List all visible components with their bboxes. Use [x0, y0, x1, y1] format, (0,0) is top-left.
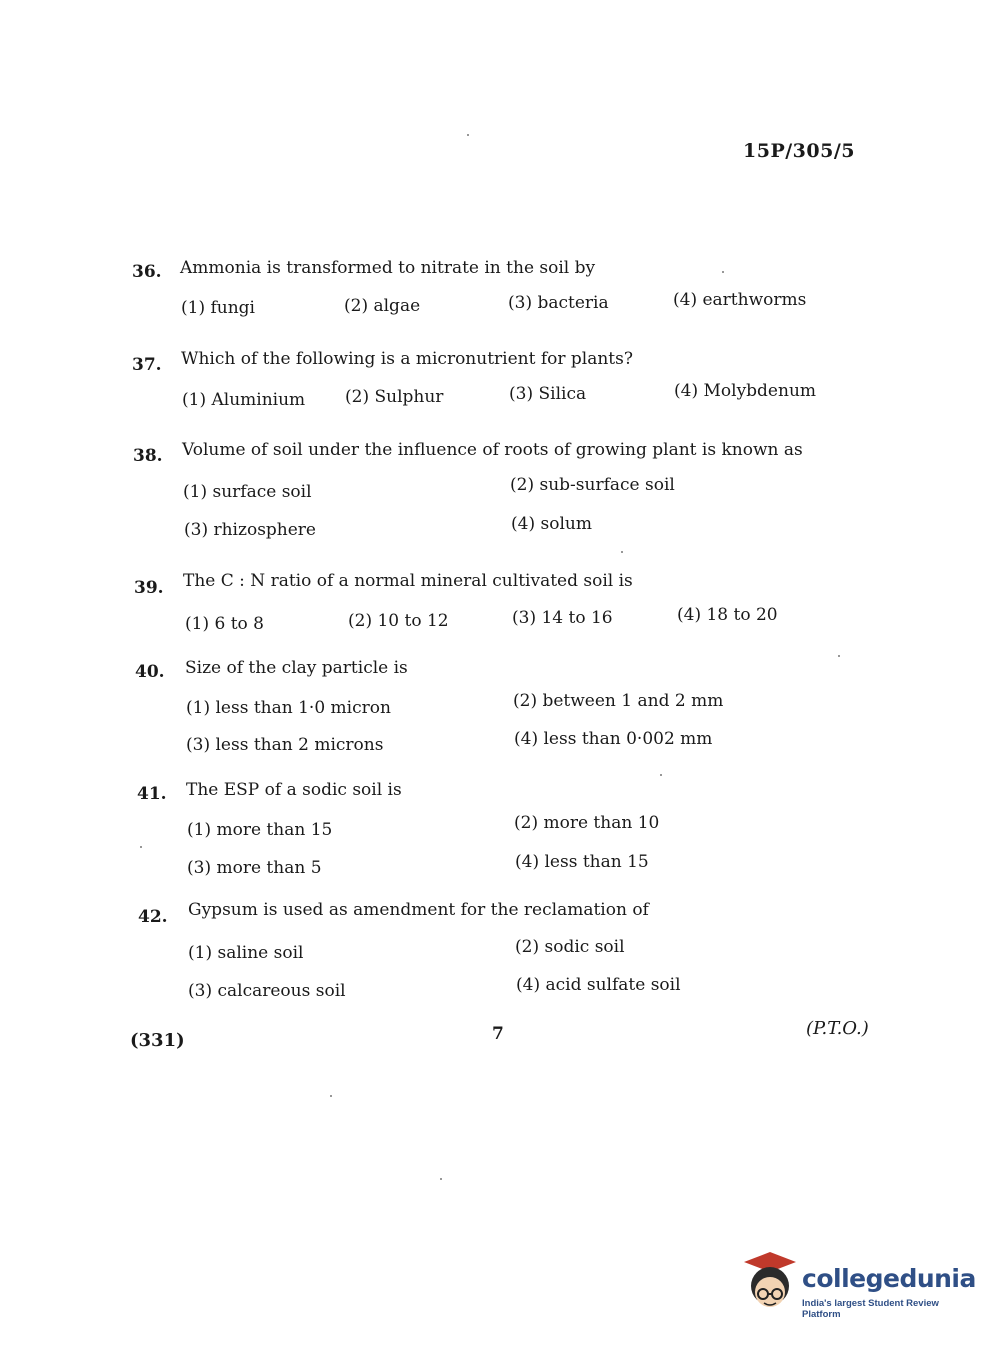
- question-text: Ammonia is transformed to nitrate in the soil by: [180, 258, 596, 278]
- option-2: (2) sodic soil: [515, 937, 625, 957]
- option-3: (3) calcareous soil: [188, 981, 346, 1001]
- option-2: (2) 10 to 12: [348, 611, 449, 631]
- scan-speck: [330, 1095, 332, 1097]
- option-1: (1) 6 to 8: [185, 614, 264, 634]
- question-text: Which of the following is a micronutrient for plants?: [181, 349, 633, 369]
- option-1: (1) saline soil: [188, 943, 304, 963]
- option-3: (3) rhizosphere: [184, 520, 316, 540]
- option-2: (2) sub-surface soil: [510, 475, 675, 495]
- question-number: 38.: [133, 446, 163, 466]
- question-number: 37.: [132, 355, 162, 375]
- option-3: (3) less than 2 microns: [186, 735, 384, 755]
- option-4: (4) acid sulfate soil: [516, 975, 681, 995]
- question-text: Size of the clay particle is: [185, 658, 408, 678]
- option-3: (3) more than 5: [187, 858, 322, 878]
- collegedunia-logo: [740, 1250, 976, 1320]
- question-text: The ESP of a sodic soil is: [186, 780, 402, 800]
- question-number: 40.: [135, 662, 165, 682]
- scan-speck: [660, 774, 662, 776]
- footer-code: (331): [130, 1030, 185, 1051]
- option-3: (3) 14 to 16: [512, 608, 613, 628]
- option-1: (1) fungi: [181, 298, 255, 318]
- option-3: (3) bacteria: [508, 293, 609, 313]
- scan-speck: [467, 134, 469, 136]
- pto-label: (P.T.O.): [806, 1018, 869, 1039]
- scan-speck: [140, 846, 142, 848]
- question-text: Gypsum is used as amendment for the reclamation of: [188, 900, 649, 920]
- option-1: (1) surface soil: [183, 482, 312, 502]
- option-1: (1) less than 1·0 micron: [186, 698, 391, 718]
- option-4: (4) Molybdenum: [674, 381, 817, 401]
- option-2: (2) more than 10: [514, 813, 660, 833]
- question-number: 41.: [137, 784, 167, 804]
- option-1: (1) more than 15: [187, 820, 333, 840]
- option-4: (4) less than 15: [515, 852, 649, 872]
- option-2: (2) Sulphur: [345, 387, 444, 407]
- scan-speck: [621, 551, 623, 553]
- question-number: 39.: [134, 578, 164, 598]
- question-number: 36.: [132, 262, 162, 282]
- question-number: 42.: [138, 907, 168, 927]
- option-4: (4) solum: [511, 514, 592, 534]
- option-3: (3) Silica: [509, 384, 587, 404]
- question-text: Volume of soil under the influence of roots of growing plant is known as: [182, 440, 803, 460]
- brand-name: collegedunia: [802, 1264, 976, 1293]
- option-2: (2) between 1 and 2 mm: [513, 691, 724, 711]
- page-number: 7: [492, 1024, 504, 1044]
- mascot-icon: [740, 1250, 800, 1316]
- scan-speck: [838, 655, 840, 657]
- option-2: (2) algae: [344, 296, 421, 316]
- question-text: The C : N ratio of a normal mineral cultivated soil is: [183, 571, 633, 591]
- brand-tagline: India's largest Student Review Platform: [802, 1298, 939, 1320]
- option-1: (1) Aluminium: [182, 390, 306, 410]
- option-4: (4) 18 to 20: [677, 605, 778, 625]
- scan-speck: [722, 271, 724, 273]
- scan-speck: [440, 1178, 442, 1180]
- option-4: (4) less than 0·002 mm: [514, 729, 713, 749]
- option-4: (4) earthworms: [673, 290, 807, 310]
- paper-code: 15P/305/5: [743, 140, 855, 162]
